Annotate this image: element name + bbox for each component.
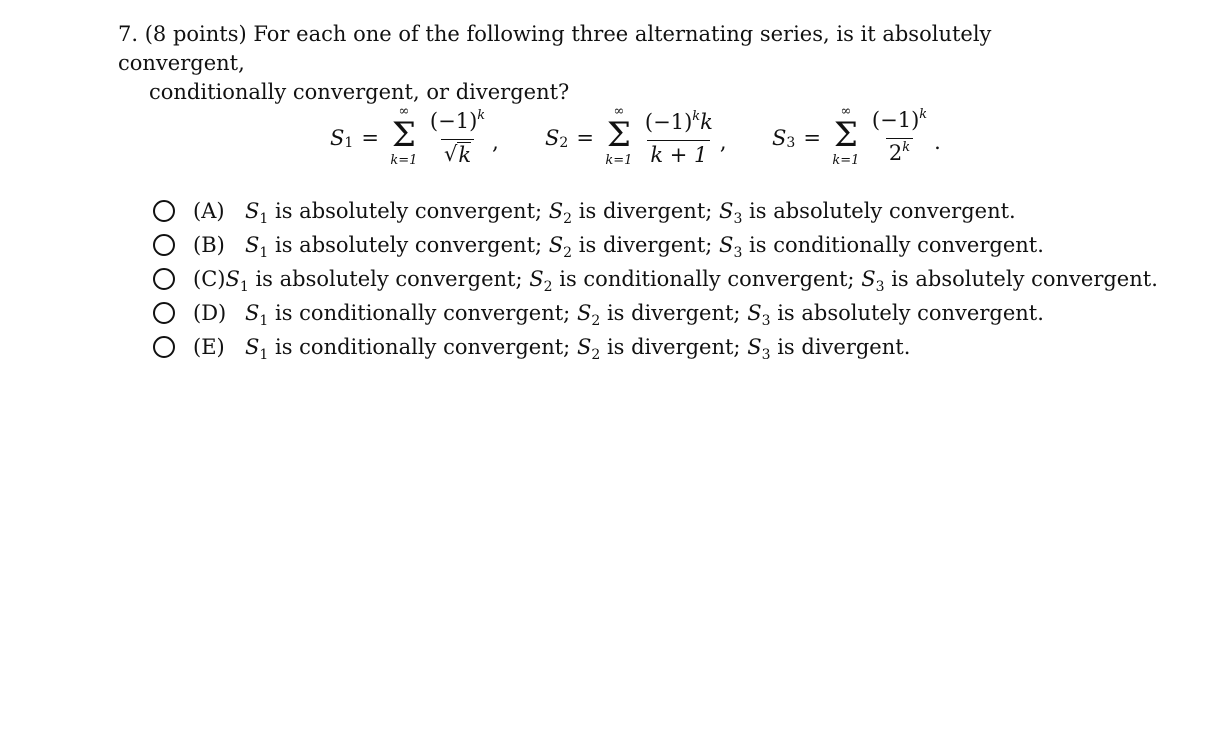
option-letter: (B)	[193, 233, 225, 257]
s-symbol: S	[719, 199, 734, 223]
s-subscript: 2	[563, 245, 573, 261]
denominator-text: k + 1	[650, 142, 708, 167]
radio-button-c[interactable]	[153, 268, 175, 290]
sum-upper-limit: ∞	[840, 104, 852, 119]
question-text-1: (8 points) For each one of the following three alternating series, is it absolutely convergent,	[118, 22, 992, 75]
series-s2-subscript: 2	[559, 135, 569, 151]
option-s3-claim: is absolutely convergent.	[891, 267, 1158, 291]
question-line-2: conditionally convergent, or divergent?	[149, 80, 570, 104]
option-d[interactable]	[150, 296, 1150, 330]
radio-button-d[interactable]	[153, 302, 175, 324]
option-s2-claim: is divergent;	[578, 233, 713, 257]
sum-lower-limit: k=1	[832, 153, 860, 168]
numerator-exponent: k	[919, 106, 928, 122]
series-s1-subscript: 1	[344, 135, 354, 151]
s-symbol: S	[245, 233, 260, 257]
option-s3-claim: is conditionally convergent.	[749, 233, 1044, 257]
s-symbol: S	[747, 335, 762, 359]
s-subscript: 1	[259, 347, 269, 363]
s-symbol: S	[719, 233, 734, 257]
option-text	[245, 199, 1016, 227]
summation-s1	[387, 105, 421, 171]
sigma-symbol: Σ	[833, 115, 858, 155]
trailing-punctuation: .	[934, 130, 941, 154]
option-letter: (D)	[193, 301, 227, 325]
fraction-s3	[869, 108, 930, 169]
fraction-s1	[427, 109, 488, 167]
series-definitions	[0, 100, 1224, 176]
s-subscript: 1	[259, 211, 269, 227]
sqrt	[444, 142, 471, 167]
denominator-exponent: k	[902, 139, 911, 155]
sigma-symbol: Σ	[391, 115, 416, 155]
denominator-base: 2	[888, 140, 903, 165]
option-text	[245, 335, 911, 363]
question-number: 7.	[118, 22, 139, 46]
sqrt-radicand: k	[458, 143, 472, 167]
s-symbol: S	[576, 335, 592, 359]
option-s3-claim: is absolutely convergent.	[777, 301, 1044, 325]
question-prompt	[118, 20, 1118, 107]
option-e[interactable]	[150, 330, 1150, 364]
answer-options	[150, 194, 1158, 364]
s-subscript: 2	[563, 211, 573, 227]
equals-sign: =	[576, 126, 594, 150]
option-c[interactable]	[150, 262, 1158, 296]
s-symbol: S	[245, 301, 260, 325]
series-s2	[545, 100, 727, 176]
option-s1-claim: is conditionally convergent;	[275, 335, 571, 359]
s-symbol: S	[529, 267, 544, 291]
s-symbol: S	[548, 199, 564, 223]
option-s3-claim: is divergent.	[777, 335, 911, 359]
option-s1-claim: is absolutely convergent;	[255, 267, 523, 291]
option-letter: (C)	[193, 267, 226, 291]
radio-button-e[interactable]	[153, 336, 175, 358]
option-s2-claim: is conditionally convergent;	[559, 267, 855, 291]
s-symbol: S	[245, 199, 260, 223]
sigma-symbol: Σ	[606, 115, 631, 155]
s-subscript: 3	[761, 347, 771, 363]
denominator-s1	[441, 139, 474, 167]
radio-button-a[interactable]	[153, 200, 175, 222]
s-subscript: 2	[591, 347, 601, 363]
series-s3	[772, 100, 941, 176]
sum-upper-limit: ∞	[613, 104, 625, 119]
s-symbol: S	[548, 233, 564, 257]
sum-lower-limit: k=1	[605, 153, 633, 168]
s-symbol: S	[576, 301, 592, 325]
option-text	[225, 267, 1158, 295]
option-b[interactable]	[150, 228, 1150, 262]
option-s2-claim: is divergent;	[606, 335, 741, 359]
option-s1-claim: is conditionally convergent;	[275, 301, 571, 325]
s-symbol: S	[861, 267, 876, 291]
option-s3-claim: is absolutely convergent.	[749, 199, 1016, 223]
numerator-tail: k	[700, 109, 713, 134]
option-s2-claim: is divergent;	[578, 199, 713, 223]
s-symbol: S	[225, 267, 240, 291]
sum-lower-limit: k=1	[390, 153, 418, 168]
sum-upper-limit: ∞	[398, 104, 410, 119]
option-letter: (A)	[193, 199, 225, 223]
series-s3-subscript: 3	[786, 135, 796, 151]
s-subscript: 1	[259, 245, 269, 261]
numerator-base: (−1)	[871, 107, 920, 132]
fraction-s2	[642, 110, 716, 167]
numerator-exponent: k	[692, 108, 701, 124]
series-s2-name: S	[545, 126, 560, 150]
s-subscript: 3	[733, 245, 743, 261]
s-symbol: S	[747, 301, 762, 325]
numerator-base: (−1)	[429, 109, 478, 133]
s-subscript: 2	[543, 279, 553, 295]
equals-sign: =	[361, 126, 379, 150]
s-subscript: 1	[239, 279, 249, 295]
option-letter: (E)	[193, 335, 225, 359]
numerator-s3	[869, 108, 930, 138]
s-subscript: 3	[733, 211, 743, 227]
numerator-base: (−1)	[644, 109, 693, 134]
option-s1-claim: is absolutely convergent;	[275, 199, 543, 223]
question-line-1	[118, 20, 1118, 78]
sqrt-radical-icon: √	[443, 142, 458, 166]
series-s3-name: S	[772, 126, 787, 150]
s-subscript: 2	[591, 313, 601, 329]
series-s1-name: S	[330, 126, 345, 150]
option-a[interactable]	[150, 194, 1150, 228]
option-text	[245, 301, 1044, 329]
s-subscript: 3	[761, 313, 771, 329]
radio-button-b[interactable]	[153, 234, 175, 256]
option-text	[245, 233, 1044, 261]
numerator-s2	[642, 110, 716, 140]
trailing-punctuation: ,	[719, 130, 727, 154]
numerator-s1	[427, 109, 488, 139]
option-s1-claim: is absolutely convergent;	[275, 233, 543, 257]
summation-s3	[829, 105, 863, 171]
summation-s2	[602, 105, 636, 171]
option-s2-claim: is divergent;	[606, 301, 741, 325]
equals-sign: =	[803, 126, 821, 150]
denominator-s3	[886, 138, 913, 169]
s-subscript: 3	[875, 279, 885, 295]
trailing-punctuation: ,	[492, 130, 499, 154]
numerator-exponent: k	[477, 108, 486, 123]
series-s1	[330, 100, 499, 176]
s-subscript: 1	[259, 313, 269, 329]
denominator-s2	[647, 140, 710, 167]
s-symbol: S	[245, 335, 260, 359]
